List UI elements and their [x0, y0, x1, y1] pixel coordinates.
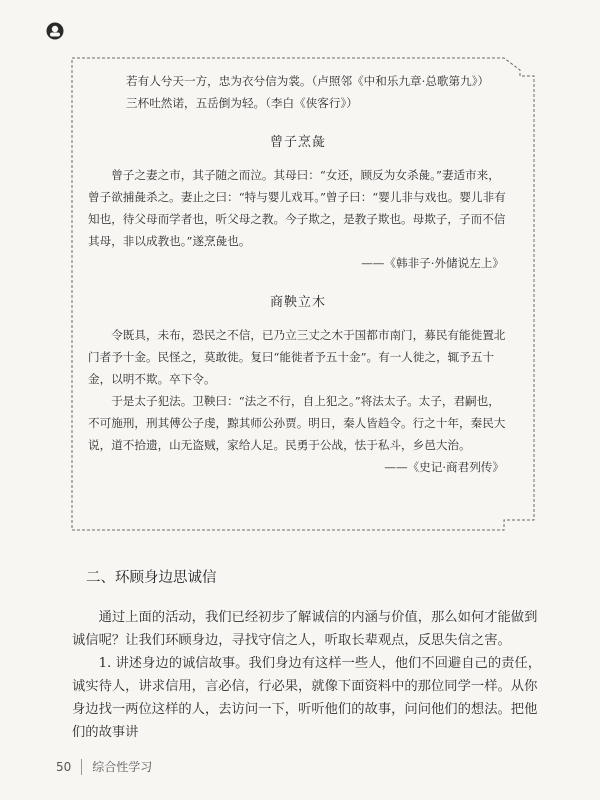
story-source-zengzi: ——《韩非子·外储说左上》 — [361, 256, 504, 270]
story-title-shangyang: 商鞅立木 — [269, 295, 326, 310]
story-text-zengzi: 曾子之妻之市，其子随之而泣。其母曰：“女还，顾反为女杀彘。”妻适市来，曾子欲捕彘杀之。妻止之曰：“特与婴儿戏耳。”曾子曰：“婴儿非与戏也。婴儿非有知也，待父母而学者也，听父母之教。今子欺之，是教子欺也。母欺子，子而不信其母，非以成教也。”遂烹彘也。 — [88, 168, 506, 248]
poem-line-1: 若有人兮天一方，忠为衣兮信为裳。（卢照邻《中和乐九章·总歌第九》） — [126, 74, 490, 88]
book-title: 综合性学习 — [92, 760, 153, 774]
quote-box — [88, 70, 508, 478]
story-text-shangyang-1: 令既具，未布，恐民之不信，已乃立三丈之木于国都市南门，募民有能徙置北门者予十金。民怪之，莫敢徙。复曰“能徙者予五十金”。有一人徙之，辄予五十金，以明不欺。卒下令。 — [88, 328, 506, 386]
story-text-shangyang-2: 于是太子犯法。卫鞅曰：“法之不行，自上犯之。”将法太子。太子，君嗣也，不可施刑，刑其傅公子虔，黥其师公孙贾。明日，秦人皆趋令。行之十年，秦民大说，道不拾遗，山无盗贼，家给人足。民勇于公战，怯于私斗，乡邑大治。 — [88, 394, 506, 452]
poem-line-2: 三杯吐然诺，五岳倒为轻。（李白《侠客行》） — [126, 96, 358, 110]
page-footer — [56, 758, 152, 775]
body-text — [72, 606, 542, 744]
section-heading: 二、环顾身边思诚信 — [86, 570, 217, 586]
story-title-zengzi: 曾子烹彘 — [269, 135, 326, 150]
body-paragraph-1: 通过上面的活动，我们已经初步了解诚信的内涵与价值，那么如何才能做到诚信呢？让我们环顾身边，寻找守信之人，听取长辈观点，反思失信之害。 — [72, 610, 538, 648]
story-source-shangyang: ——《史记·商君列传》 — [384, 460, 504, 474]
footer-divider — [81, 759, 82, 775]
page-number: 50 — [56, 759, 72, 774]
body-paragraph-2: 1. 讲述身边的诚信故事。我们身边有这样一些人，他们不回避自己的责任，诚实待人，讲求信用，言必信，行必果，就像下面资料中的那位同学一样。从你身边找一两位这样的人，去访问一下，听听他们的故事，问问他们的想法。把他们的故事讲 — [72, 656, 542, 740]
